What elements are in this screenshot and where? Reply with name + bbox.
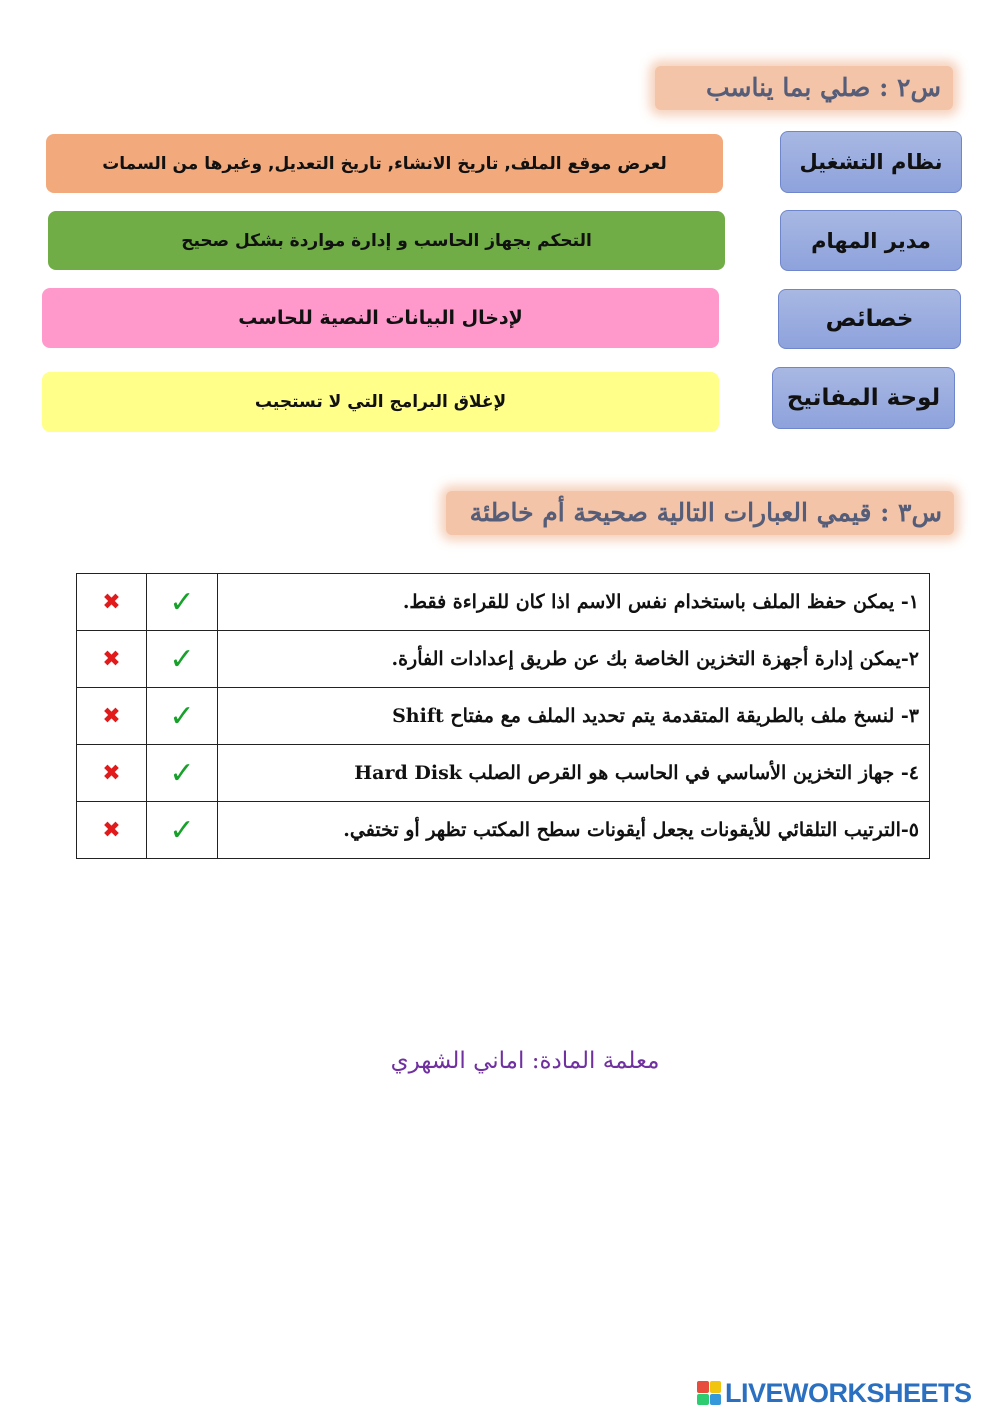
false-mark-icon[interactable]: ✖ <box>77 688 147 745</box>
statement-text: ١- يمكن حفظ الملف باستخدام نفس الاسم اذا كان للقراءة فقط. <box>218 574 930 631</box>
check-mark-icon[interactable]: ✓ <box>147 574 218 631</box>
false-mark-icon[interactable]: ✖ <box>77 574 147 631</box>
table-row <box>77 745 930 802</box>
definition-box-1[interactable]: لعرض موقع الملف, تاريخ الانشاء, تاريخ التعديل, وغيرها من السمات <box>46 134 723 193</box>
liveworksheets-logo <box>697 1377 972 1409</box>
definition-box-2[interactable]: التحكم بجهاز الحاسب و إدارة مواردة بشكل صحيح <box>48 211 725 270</box>
teacher-name: معلمة المادة: اماني الشهري <box>390 1048 660 1074</box>
logo-square-blue <box>710 1394 722 1406</box>
statement-text: ٢-يمكن إدارة أجهزة التخزين الخاصة بك عن طريق إعدادات الفأرة. <box>218 631 930 688</box>
definition-box-4[interactable]: لإغلاق البرامج التي لا تستجيب <box>42 372 719 432</box>
false-mark-icon[interactable]: ✖ <box>77 631 147 688</box>
definition-box-3[interactable]: لإدخال البيانات النصية للحاسب <box>42 288 719 348</box>
false-mark-icon[interactable]: ✖ <box>77 802 147 859</box>
true-false-table <box>76 573 930 859</box>
statement-text: ٣- لنسخ ملف بالطريقة المتقدمة يتم تحديد الملف مع مفتاح Shift <box>218 688 930 745</box>
check-mark-icon[interactable]: ✓ <box>147 688 218 745</box>
term-box-3[interactable]: خصائص <box>778 289 961 349</box>
section-3-title: س٣ : قيمي العبارات التالية صحيحة أم خاطئة <box>446 491 954 535</box>
table-row <box>77 574 930 631</box>
check-mark-icon[interactable]: ✓ <box>147 802 218 859</box>
term-box-2[interactable]: مدير المهام <box>780 210 962 271</box>
logo-icon <box>697 1381 721 1405</box>
check-mark-icon[interactable]: ✓ <box>147 631 218 688</box>
statement-text: ٤- جهاز التخزين الأساسي في الحاسب هو القرص الصلب Hard Disk <box>218 745 930 802</box>
statement-text: ٥-الترتيب التلقائي للأيقونات يجعل أيقونات سطح المكتب تظهر أو تختفي. <box>218 802 930 859</box>
logo-square-green <box>697 1394 709 1406</box>
false-mark-icon[interactable]: ✖ <box>77 745 147 802</box>
table-row <box>77 688 930 745</box>
logo-square-red <box>697 1381 709 1393</box>
logo-square-yellow <box>710 1381 722 1393</box>
term-box-4[interactable]: لوحة المفاتيح <box>772 367 955 429</box>
table-row <box>77 631 930 688</box>
term-box-1[interactable]: نظام التشغيل <box>780 131 962 193</box>
table-row <box>77 802 930 859</box>
check-mark-icon[interactable]: ✓ <box>147 745 218 802</box>
logo-text: LIVEWORKSHEETS <box>725 1377 972 1408</box>
section-2-title: س٢ : صلي بما يناسب <box>655 66 953 110</box>
